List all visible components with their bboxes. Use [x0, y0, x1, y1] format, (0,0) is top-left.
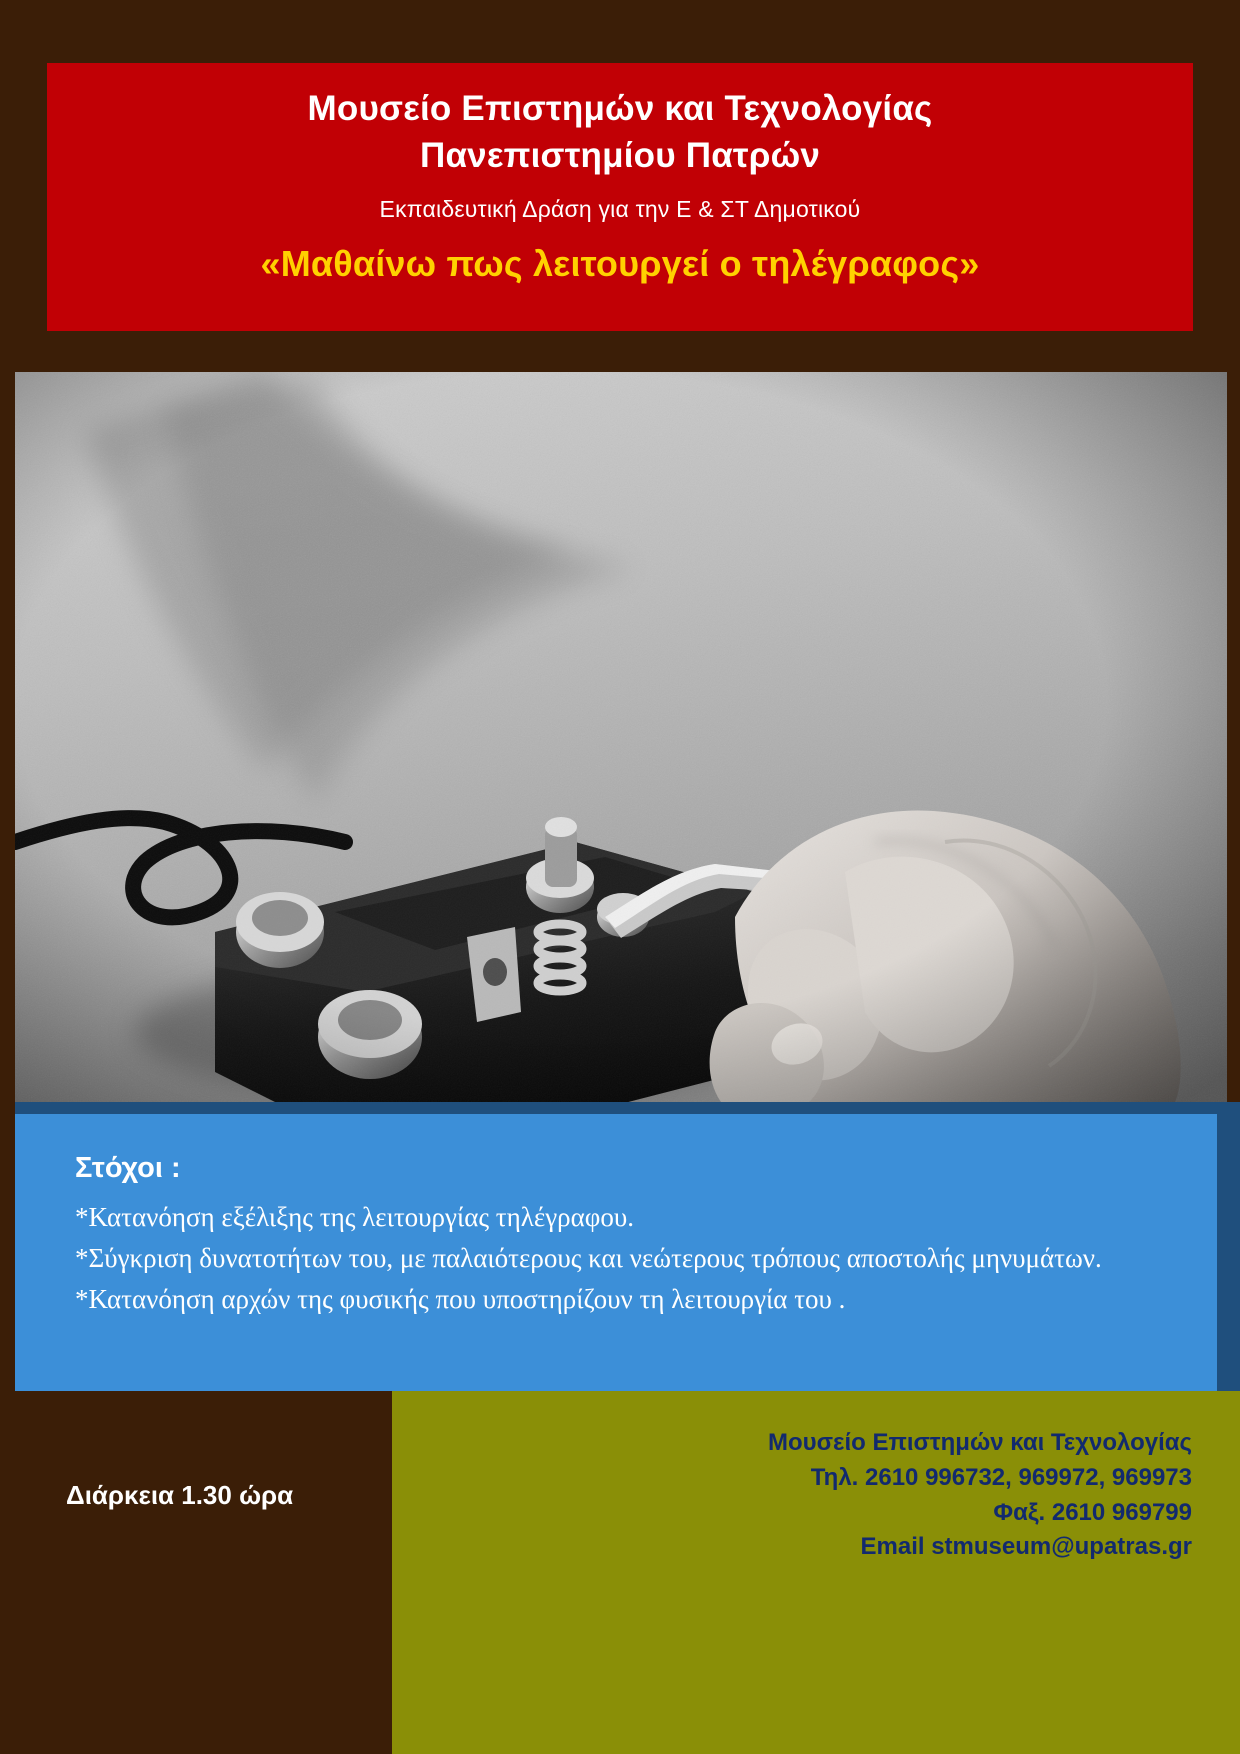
activity-title: «Μαθαίνω πως λειτουργεί ο τηλέγραφος»	[260, 242, 980, 284]
contact-org: Μουσείο Επιστημών και Τεχνολογίας	[768, 1429, 1192, 1456]
goals-title: Στόχοι :	[75, 1152, 181, 1184]
telegraph-photo	[15, 372, 1227, 1102]
museum-title-line2: Πανεπιστημίου Πατρών	[419, 136, 821, 176]
footer-left-block	[0, 1391, 392, 1754]
goal-item: *Κατανόηση εξέλιξης της λειτουργίας τηλέγραφου.	[75, 1202, 634, 1232]
header-subtitle: Εκπαιδευτική Δράση για την Ε & ΣΤ Δημοτικού	[379, 195, 861, 222]
contact-fax: Φαξ. 2610 969799	[993, 1498, 1192, 1526]
museum-title-line1: Μουσείο Επιστημών και Τεχνολογίας	[307, 89, 933, 128]
duration-label: Διάρκεια 1.30 ώρα	[66, 1480, 294, 1510]
museum-title	[77, 85, 1163, 180]
telegraph-photo-graphic	[15, 372, 1227, 1102]
goals-panel	[15, 1114, 1217, 1391]
contact-phone: Τηλ. 2610 996732, 969972, 969973	[810, 1463, 1192, 1491]
goal-item: *Σύγκριση δυνατοτήτων του, με παλαιότερους και νεώτερους τρόπους αποστολής μηνυμάτων.	[75, 1243, 1102, 1274]
goals-list	[75, 1197, 1157, 1320]
header-banner	[47, 63, 1193, 331]
contact-email: Email stmuseum@upatras.gr	[860, 1533, 1192, 1561]
contact-info	[492, 1426, 1192, 1565]
goal-item: *Κατανόηση αρχών της φυσικής που υποστηρίζουν τη λειτουργία του .	[75, 1284, 846, 1315]
